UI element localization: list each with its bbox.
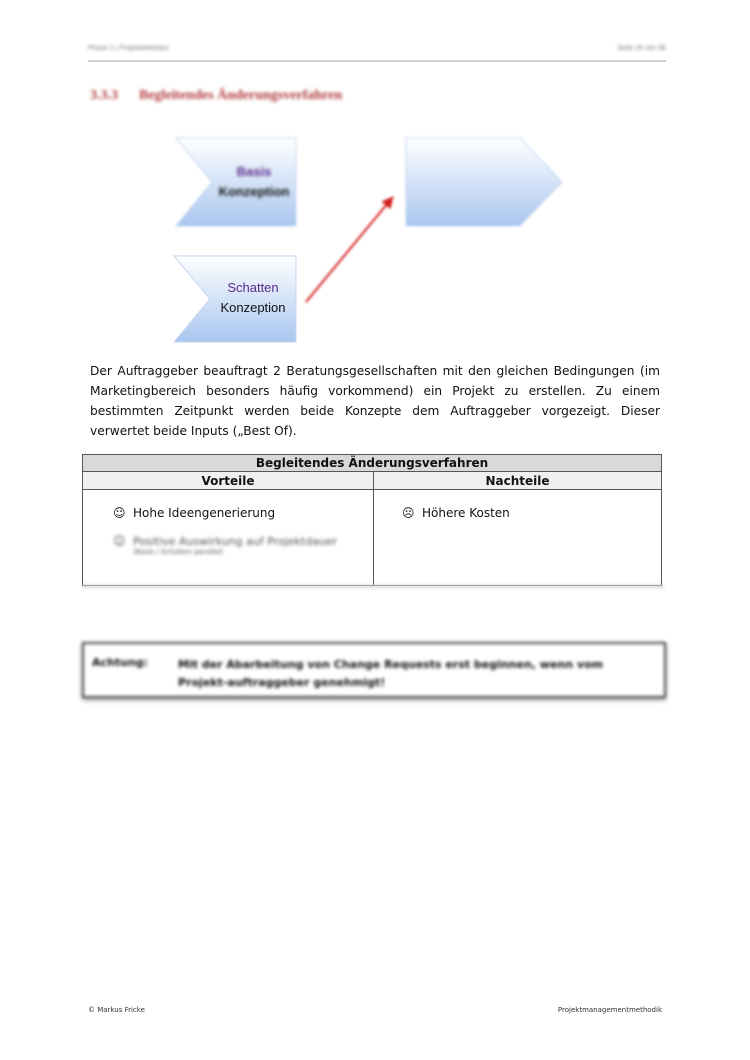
section-number: 3.3.3: [90, 88, 118, 103]
pros-cell: [83, 490, 374, 586]
note-box: [82, 642, 666, 698]
table-header-pros: Vorteile: [83, 472, 374, 490]
table-shadow: [82, 585, 664, 589]
pros-item-2-sub: (Basis / Schatten parallel): [133, 548, 224, 556]
schatten-label-line1: Schatten: [227, 280, 279, 295]
cons-item-1: [374, 506, 661, 520]
basis-label-line2: Konzeption: [218, 184, 290, 199]
frown-icon: ☹: [402, 506, 415, 520]
schatten-label: [210, 278, 296, 318]
target-shape: [406, 138, 562, 226]
pros-item-2: [83, 534, 373, 556]
pros-item-1: [83, 506, 373, 520]
cons-cell: [374, 490, 662, 586]
cons-item-1-text: Höhere Kosten: [422, 506, 510, 520]
smile-icon: ☺: [113, 506, 126, 520]
table-header-cons: Nachteile: [374, 472, 662, 490]
pros-item-1-text: Hohe Ideengenerierung: [133, 506, 276, 520]
table-title: Begleitendes Änderungsverfahren: [83, 455, 662, 472]
header-right: Seite 26 von 96: [617, 45, 666, 52]
footer-left: © Markus Fricke: [88, 1006, 145, 1014]
basis-label: [212, 162, 296, 202]
note-label: Achtung:: [92, 656, 149, 669]
body-paragraph: Der Auftraggeber beauftragt 2 Beratungsgesellschaften mit den gleichen Bedingungen (im Marketingbereich besonders häufig vorkommend) ein Projekt zu erstellen. Zu einem bestimmten Zeitpunkt werden beide Konzepte dem Auftraggeber vorgezeigt. Dieser verwertet beide Inputs („Best Of).: [90, 364, 660, 438]
pros-item-2-text: Positive Auswirkung auf Projektdauer: [133, 535, 338, 548]
smile-icon: ☺: [113, 534, 126, 548]
section-title-text: Begleitendes Änderungsverfahren: [139, 88, 343, 103]
note-text: Mit der Abarbeitung von Change Requests erst beginnen, wenn vom Projekt-auftraggeber genehmigt!: [178, 658, 604, 689]
schatten-label-line2: Konzeption: [220, 300, 286, 315]
diagram: [0, 0, 750, 360]
footer-right: Projektmanagementmethodik: [557, 1006, 662, 1014]
basis-label-line1: Basis: [236, 164, 272, 179]
header-left: Phase 2 | Projektdefinition: [88, 45, 170, 52]
arrow-schatten: [306, 198, 392, 302]
comparison-table: [82, 454, 662, 586]
